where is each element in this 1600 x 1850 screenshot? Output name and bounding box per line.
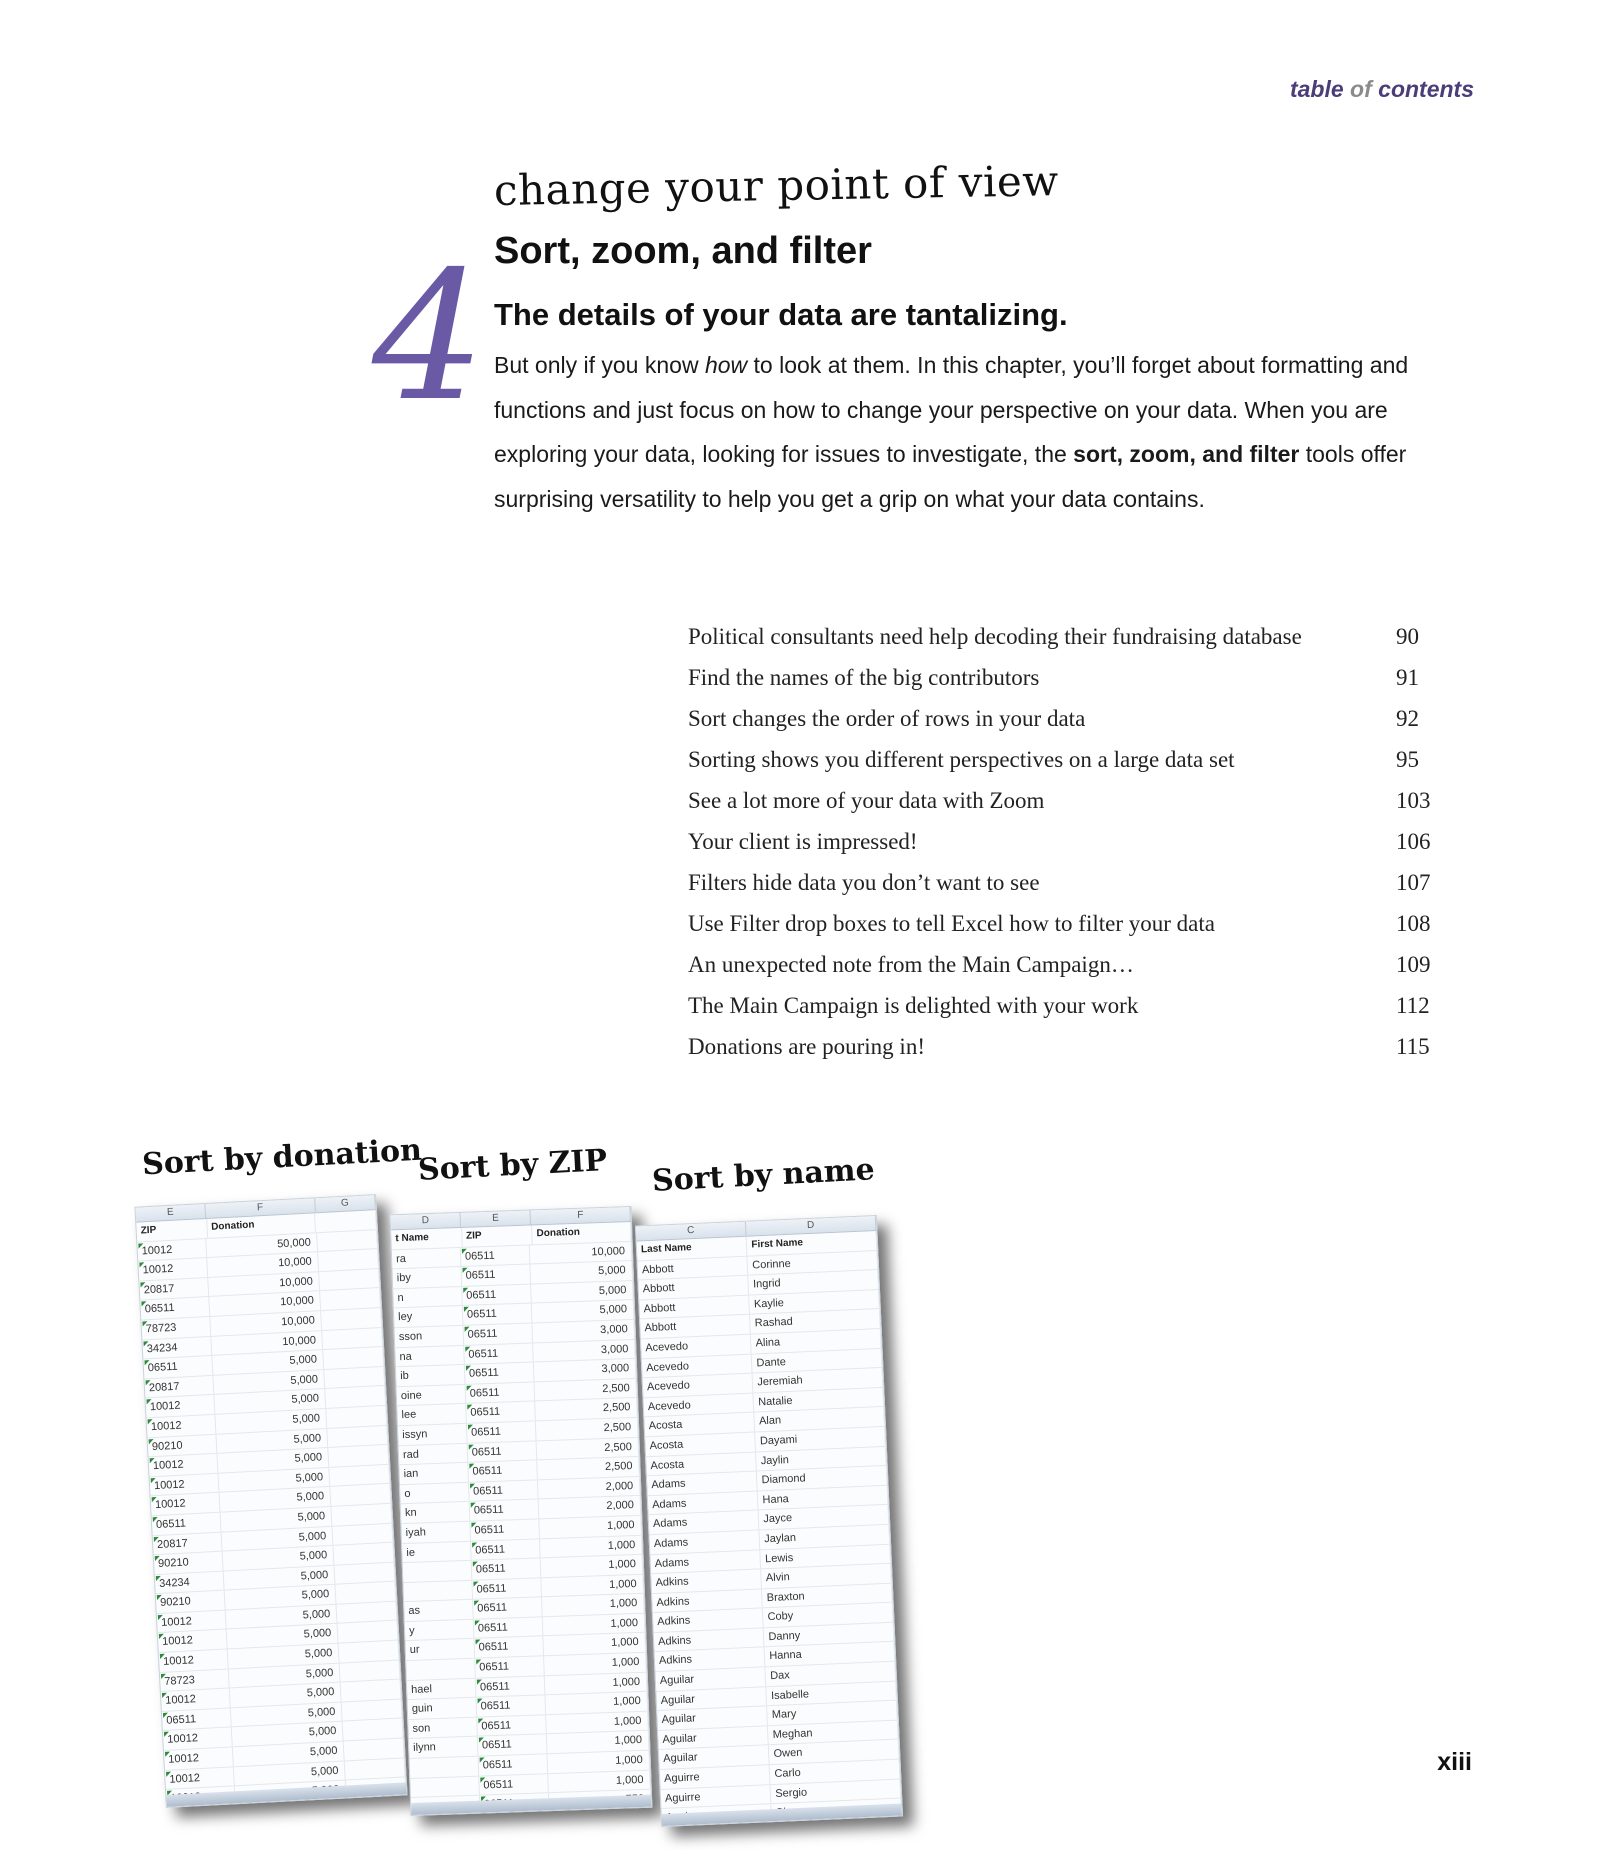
name-cell: ley — [394, 1306, 463, 1327]
donation-cell: 5,000 — [220, 1507, 332, 1531]
toc-entry[interactable] — [688, 993, 1448, 1034]
donation-cell: 10,000 — [208, 1272, 320, 1296]
name-cell — [406, 1659, 475, 1680]
name-cell — [410, 1776, 479, 1797]
chapter-intro — [493, 156, 1474, 521]
first-name-cell: Lewis — [761, 1544, 891, 1568]
last-name-cell: Acosta — [646, 1452, 757, 1475]
header-text-of: of — [1350, 76, 1379, 102]
zip-cell: 10012 — [161, 1689, 231, 1711]
empty-cell — [330, 1464, 391, 1486]
column-heading: ZIP — [136, 1219, 208, 1241]
last-name-cell: Aguilar — [658, 1726, 769, 1749]
empty-cell — [329, 1445, 390, 1467]
donation-cell: 5,000 — [218, 1468, 330, 1492]
toc-entry-page: 95 — [1396, 747, 1419, 772]
zip-cell: 06511 — [474, 1617, 543, 1638]
column-heading: ZIP — [462, 1225, 533, 1246]
column-letter: C — [636, 1222, 747, 1241]
name-cell: kn — [401, 1502, 470, 1523]
last-name-cell: Adkins — [655, 1648, 766, 1671]
name-cell: rad — [399, 1443, 468, 1464]
donation-cell: 5,000 — [217, 1448, 329, 1472]
first-name-cell: Diamond — [757, 1466, 887, 1490]
zip-cell: 10012 — [158, 1630, 228, 1652]
column-heading: Donation — [207, 1213, 316, 1237]
empty-cell — [331, 1484, 392, 1506]
name-cell: hael — [407, 1678, 476, 1699]
donation-cell: 1,000 — [546, 1712, 649, 1734]
donation-cell: 2,500 — [536, 1418, 639, 1440]
zip-cell: 10012 — [147, 1415, 217, 1437]
zip-cell: 06511 — [478, 1735, 547, 1756]
toc-entry-page: 90 — [1396, 624, 1419, 649]
donation-cell: 5,000 — [232, 1722, 344, 1746]
name-cell: ilynn — [409, 1737, 478, 1758]
zip-cell: 06511 — [462, 1284, 531, 1305]
toc-entry-page: 109 — [1396, 952, 1431, 977]
column-heading: First Name — [747, 1231, 877, 1255]
donation-cell: 2,500 — [534, 1379, 637, 1401]
name-cell: na — [395, 1345, 464, 1366]
first-name-cell: Braxton — [762, 1583, 892, 1607]
zip-cell: 06511 — [140, 1297, 210, 1319]
toc-entry-page: 115 — [1396, 1034, 1430, 1059]
column-letter: G — [315, 1195, 376, 1212]
donation-cell: 3,000 — [533, 1339, 636, 1361]
name-cell: guin — [408, 1698, 477, 1719]
first-name-cell: Carlo — [770, 1760, 900, 1784]
last-name-cell: Adams — [649, 1511, 760, 1534]
body-text-bold: sort, zoom, and filter — [1073, 441, 1300, 467]
zip-cell: 06511 — [468, 1461, 537, 1482]
zip-cell: 06511 — [463, 1323, 532, 1344]
first-name-cell: Alina — [751, 1329, 881, 1353]
empty-cell — [339, 1641, 400, 1663]
empty-cell — [335, 1562, 396, 1584]
donation-cell: 1,000 — [540, 1535, 643, 1557]
donation-cell: 1,000 — [542, 1614, 645, 1636]
zip-cell: 06511 — [466, 1402, 535, 1423]
first-name-cell: Danny — [764, 1623, 894, 1647]
first-name-cell: Hanna — [765, 1642, 895, 1666]
name-cell: o — [400, 1483, 469, 1504]
column-letter: D — [746, 1216, 876, 1236]
donation-cell: 5,000 — [222, 1546, 334, 1570]
first-name-cell: Jayce — [759, 1505, 889, 1529]
donation-cell: 2,500 — [536, 1437, 639, 1459]
toc-entry-title: Find the names of the big contributors — [688, 665, 1040, 690]
toc-entry-page: 106 — [1396, 829, 1431, 854]
donation-cell: 1,000 — [547, 1731, 650, 1753]
zip-cell: 06511 — [478, 1754, 547, 1775]
donation-cell: 2,000 — [538, 1496, 641, 1518]
zip-cell: 06511 — [470, 1519, 539, 1540]
zip-cell: 78723 — [160, 1669, 230, 1691]
last-name-cell: Abbott — [639, 1295, 750, 1318]
donation-cell: 5,000 — [532, 1300, 635, 1322]
name-cell: oine — [397, 1385, 466, 1406]
zip-cell: 06511 — [474, 1637, 543, 1658]
empty-cell — [323, 1347, 384, 1369]
toc-entry-title: The Main Campaign is delighted with your work — [688, 993, 1139, 1018]
toc-entry-title: Your client is impressed! — [688, 829, 918, 854]
zip-cell: 06511 — [467, 1441, 536, 1462]
zip-cell: 34234 — [155, 1571, 225, 1593]
zip-cell: 06511 — [461, 1265, 530, 1286]
zip-cell: 10012 — [159, 1650, 229, 1672]
zip-cell: 06511 — [472, 1558, 541, 1579]
donation-cell: 5,000 — [228, 1644, 340, 1668]
empty-cell — [317, 1230, 378, 1252]
last-name-cell: Aguirre — [661, 1785, 772, 1808]
last-name-cell: Abbott — [638, 1276, 749, 1299]
empty-cell — [343, 1719, 404, 1741]
spreadsheet-sorted-by-zip — [390, 1206, 653, 1816]
zip-cell: 06511 — [461, 1245, 530, 1266]
chapter-lead: The details of your data are tantalizing. — [494, 297, 1068, 332]
last-name-cell: Adams — [650, 1530, 761, 1553]
column-letter: D — [391, 1213, 462, 1229]
donation-cell: 5,000 — [230, 1683, 342, 1707]
toc-entry-page: 92 — [1396, 706, 1419, 731]
last-name-cell: Acevedo — [643, 1374, 754, 1397]
zip-cell: 90210 — [154, 1552, 224, 1574]
donation-cell: 10,000 — [209, 1292, 321, 1316]
toc-entry-page: 103 — [1396, 788, 1431, 813]
last-name-cell: Acosta — [645, 1432, 756, 1455]
first-name-cell: Sergio — [771, 1779, 901, 1803]
spreadsheet-sorted-by-donation — [134, 1194, 407, 1808]
name-cell — [403, 1580, 472, 1601]
last-name-cell: Acevedo — [642, 1354, 753, 1377]
column-letter: F — [531, 1207, 631, 1224]
empty-cell — [333, 1523, 394, 1545]
toc-entry[interactable] — [688, 788, 1448, 829]
toc-entry[interactable] — [688, 624, 1448, 665]
name-cell: issyn — [398, 1424, 467, 1445]
column-letter: E — [135, 1204, 206, 1222]
zip-cell: 06511 — [162, 1708, 232, 1730]
header-text-contents: contents — [1378, 76, 1474, 102]
donation-cell: 5,000 — [227, 1624, 339, 1648]
zip-cell: 06511 — [465, 1382, 534, 1403]
column-letter: F — [205, 1198, 315, 1218]
empty-cell — [334, 1543, 395, 1565]
last-name-cell: Acosta — [644, 1413, 755, 1436]
first-name-cell: Coby — [763, 1603, 893, 1627]
toc-entry-title: Sorting shows you different perspectives on a large data set — [688, 747, 1235, 772]
zip-cell: 20817 — [144, 1376, 214, 1398]
first-name-cell: Alan — [755, 1407, 885, 1431]
zip-cell: 90210 — [148, 1434, 218, 1456]
first-name-cell: Ingrid — [749, 1270, 879, 1294]
name-cell: n — [393, 1287, 462, 1308]
zip-cell: 06511 — [476, 1696, 545, 1717]
donation-cell: 1,000 — [545, 1692, 648, 1714]
first-name-cell: Rashad — [750, 1309, 880, 1333]
last-name-cell: Adams — [650, 1550, 761, 1573]
zip-cell: 20817 — [153, 1532, 223, 1554]
name-cell: ur — [405, 1639, 474, 1660]
last-name-cell: Aguilar — [655, 1667, 766, 1690]
zip-cell: 90210 — [156, 1591, 226, 1613]
chapter-script-title: change your point of view — [493, 156, 1060, 215]
zip-cell: 06511 — [467, 1421, 536, 1442]
name-cell: iyah — [401, 1522, 470, 1543]
toc-entry[interactable] — [688, 747, 1448, 788]
caption-sort-by-zip: Sort by ZIP — [417, 1143, 608, 1188]
toc-entry[interactable] — [688, 665, 1448, 706]
name-cell — [403, 1561, 472, 1582]
donation-cell: 10,000 — [211, 1331, 323, 1355]
first-name-cell: Dante — [752, 1348, 882, 1372]
zip-cell: 06511 — [477, 1715, 546, 1736]
column-heading — [315, 1210, 377, 1232]
first-name-cell: Hana — [758, 1486, 888, 1510]
zip-cell: 10012 — [149, 1454, 219, 1476]
name-cell: lee — [397, 1404, 466, 1425]
body-text-2: to look at them. In this chapter, you’ll forget about formatting and functions and just focus on how to change your perspective on your data. When you are exploring your data, looking for issues to investigate, the — [494, 352, 1409, 467]
first-name-cell: Jaylan — [760, 1525, 890, 1549]
donation-cell: 1,000 — [544, 1653, 647, 1675]
last-name-cell: Aguilar — [659, 1746, 770, 1769]
zip-cell: 10012 — [151, 1493, 221, 1515]
body-text-3: tools offer surprising versatility to help you get a grip on what your data contains. — [494, 441, 1407, 512]
last-name-cell: Acevedo — [641, 1335, 752, 1358]
toc-entry-title: Filters hide data you don’t want to see — [688, 870, 1040, 895]
last-name-cell: Adams — [647, 1472, 758, 1495]
chapter-subtitle: Sort, zoom, and filter — [494, 230, 872, 272]
donation-cell: 5,000 — [233, 1742, 345, 1766]
donation-cell: 2,500 — [535, 1398, 638, 1420]
empty-cell — [324, 1367, 385, 1389]
last-name-cell: Adkins — [651, 1569, 762, 1592]
donation-cell: 1,000 — [547, 1751, 650, 1773]
toc-entry-page: 91 — [1396, 665, 1419, 690]
donation-cell: 5,000 — [225, 1585, 337, 1609]
empty-cell — [322, 1328, 383, 1350]
first-name-cell: Kaylie — [750, 1290, 880, 1314]
donation-cell: 10,000 — [529, 1242, 632, 1264]
first-name-cell: Owen — [769, 1740, 899, 1764]
toc-entry-title: Sort changes the order of rows in your data — [688, 706, 1086, 731]
first-name-cell: Dax — [766, 1662, 896, 1686]
spreadsheet-sorted-by-name — [635, 1215, 903, 1827]
donation-cell: 5,000 — [216, 1428, 328, 1452]
column-heading: t Name — [391, 1228, 462, 1249]
toc-entry[interactable] — [688, 706, 1448, 747]
first-name-cell: Mary — [768, 1701, 898, 1725]
toc-list — [688, 624, 1448, 1075]
zip-cell: 10012 — [138, 1258, 208, 1280]
donation-cell: 5,000 — [223, 1565, 335, 1589]
name-cell: son — [408, 1718, 477, 1739]
donation-cell: 10,000 — [210, 1311, 322, 1335]
zip-cell: 06511 — [473, 1598, 542, 1619]
toc-entry-title: Political consultants need help decoding their fundraising database — [688, 624, 1302, 649]
zip-cell: 10012 — [145, 1395, 215, 1417]
donation-cell: 50,000 — [206, 1233, 318, 1257]
donation-cell: 1,000 — [543, 1633, 646, 1655]
empty-cell — [321, 1308, 382, 1330]
last-name-cell: Adkins — [653, 1609, 764, 1632]
donation-cell: 5,000 — [221, 1526, 333, 1550]
zip-cell: 06511 — [463, 1304, 532, 1325]
donation-cell: 5,000 — [234, 1761, 346, 1785]
empty-cell — [344, 1738, 405, 1760]
empty-cell — [338, 1621, 399, 1643]
first-name-cell: Alvin — [762, 1564, 892, 1588]
toc-entry[interactable] — [688, 1034, 1448, 1075]
empty-cell — [319, 1269, 380, 1291]
donation-cell: 5,000 — [214, 1389, 326, 1413]
zip-cell: 10012 — [157, 1610, 227, 1632]
empty-cell — [320, 1288, 381, 1310]
zip-cell: 06511 — [476, 1676, 545, 1697]
last-name-cell: Adkins — [652, 1589, 763, 1612]
toc-entry-page: 108 — [1396, 911, 1431, 936]
toc-entry-title: Donations are pouring in! — [688, 1034, 925, 1059]
first-name-cell: Corinne — [748, 1251, 878, 1275]
chapter-description — [494, 343, 1474, 521]
last-name-cell: Adkins — [654, 1628, 765, 1651]
zip-cell: 06511 — [472, 1578, 541, 1599]
zip-cell: 10012 — [163, 1728, 233, 1750]
body-text-emphasis: how — [704, 352, 748, 378]
zip-cell: 10012 — [137, 1239, 207, 1261]
name-cell: iby — [392, 1267, 461, 1288]
donation-cell: 2,000 — [538, 1477, 641, 1499]
zip-cell: 06511 — [475, 1656, 544, 1677]
first-name-cell: Jeremiah — [753, 1368, 883, 1392]
column-letter: E — [461, 1210, 532, 1226]
toc-entry-title: Use Filter drop boxes to tell Excel how to filter your data — [688, 911, 1215, 936]
empty-cell — [328, 1425, 389, 1447]
first-name-cell: Isabelle — [767, 1681, 897, 1705]
donation-cell: 5,000 — [229, 1663, 341, 1687]
column-heading: Last Name — [637, 1237, 748, 1260]
running-header — [1290, 76, 1474, 103]
donation-cell: 3,000 — [532, 1320, 635, 1342]
last-name-cell: Adams — [648, 1491, 759, 1514]
last-name-cell: Abbott — [640, 1315, 751, 1338]
zip-cell: 10012 — [165, 1767, 235, 1789]
donation-cell: 1,000 — [542, 1594, 645, 1616]
name-cell: ib — [396, 1365, 465, 1386]
zip-cell: 06511 — [464, 1343, 533, 1364]
empty-cell — [342, 1699, 403, 1721]
zip-cell: 06511 — [469, 1480, 538, 1501]
body-text-1: But only if you know — [494, 352, 705, 378]
name-cell: ian — [399, 1463, 468, 1484]
donation-cell: 2,500 — [537, 1457, 640, 1479]
header-text-table: table — [1289, 76, 1351, 102]
empty-cell — [341, 1680, 402, 1702]
donation-cell: 1,000 — [545, 1672, 648, 1694]
empty-cell — [325, 1386, 386, 1408]
name-cell: ra — [392, 1248, 461, 1269]
last-name-cell: Aguirre — [660, 1765, 771, 1788]
column-heading: Donation — [532, 1222, 631, 1244]
empty-cell — [318, 1249, 379, 1271]
donation-cell: 1,000 — [548, 1770, 651, 1792]
last-name-cell: Acevedo — [644, 1393, 755, 1416]
zip-cell: 06511 — [470, 1500, 539, 1521]
donation-cell: 10,000 — [207, 1252, 319, 1276]
donation-cell: 1,000 — [540, 1555, 643, 1577]
donation-cell: 5,000 — [530, 1261, 633, 1283]
first-name-cell: Jaylin — [756, 1446, 886, 1470]
caption-sort-by-name: Sort by name — [651, 1152, 876, 1199]
empty-cell — [340, 1660, 401, 1682]
empty-cell — [332, 1504, 393, 1526]
first-name-cell: Dayami — [756, 1427, 886, 1451]
donation-cell: 1,000 — [541, 1574, 644, 1596]
empty-cell — [327, 1406, 388, 1428]
donation-cell: 3,000 — [534, 1359, 637, 1381]
toc-entry-title: An unexpected note from the Main Campaign… — [688, 952, 1134, 977]
chapter-number: 4 — [372, 233, 486, 440]
toc-entry[interactable] — [688, 829, 1448, 870]
donation-cell: 5,000 — [231, 1702, 343, 1726]
empty-cell — [345, 1758, 406, 1780]
page-number: xiii — [1437, 1748, 1472, 1776]
donation-cell: 5,000 — [213, 1370, 325, 1394]
donation-cell: 5,000 — [226, 1605, 338, 1629]
last-name-cell: Abbott — [638, 1256, 749, 1279]
donation-cell: 5,000 — [219, 1487, 331, 1511]
zip-cell: 06511 — [465, 1363, 534, 1384]
zip-cell: 06511 — [143, 1356, 213, 1378]
name-cell: y — [405, 1620, 474, 1641]
empty-cell — [337, 1601, 398, 1623]
name-cell — [410, 1757, 479, 1778]
name-cell: ie — [402, 1541, 471, 1562]
toc-entry-page: 107 — [1396, 870, 1431, 895]
empty-cell — [336, 1582, 397, 1604]
name-cell: as — [404, 1600, 473, 1621]
zip-cell: 06511 — [479, 1774, 548, 1795]
zip-cell: 06511 — [471, 1539, 540, 1560]
first-name-cell: Meghan — [768, 1720, 898, 1744]
toc-entry-page: 112 — [1396, 993, 1430, 1018]
zip-cell: 78723 — [141, 1317, 211, 1339]
toc-entry[interactable] — [688, 870, 1448, 911]
zip-cell: 10012 — [150, 1473, 220, 1495]
donation-cell: 5,000 — [212, 1350, 324, 1374]
zip-cell: 06511 — [152, 1513, 222, 1535]
toc-entry-title: See a lot more of your data with Zoom — [688, 788, 1045, 813]
donation-cell: 1,000 — [539, 1516, 642, 1538]
zip-cell: 10012 — [164, 1747, 234, 1769]
first-name-cell: Natalie — [754, 1388, 884, 1412]
last-name-cell: Aguilar — [656, 1687, 767, 1710]
donation-cell: 5,000 — [531, 1281, 634, 1303]
donation-cell: 5,000 — [215, 1409, 327, 1433]
name-cell: sson — [395, 1326, 464, 1347]
zip-cell: 34234 — [142, 1336, 212, 1358]
toc-entry[interactable] — [688, 952, 1448, 993]
caption-sort-by-donation: Sort by donation — [141, 1132, 423, 1183]
zip-cell: 20817 — [139, 1278, 209, 1300]
last-name-cell: Aguilar — [657, 1706, 768, 1729]
toc-entry[interactable] — [688, 911, 1448, 952]
